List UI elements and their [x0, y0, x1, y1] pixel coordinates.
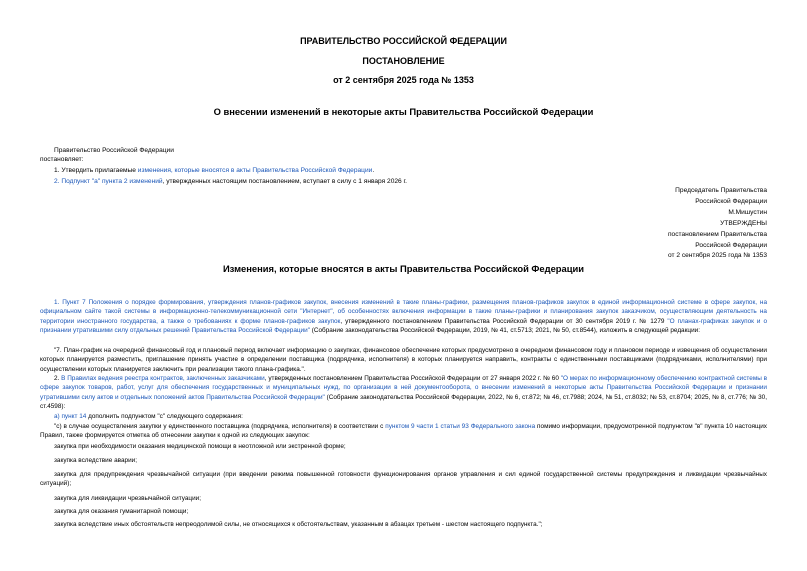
list-item: закупка для ликвидации чрезвычайной ситуации; — [54, 495, 202, 502]
paragraph-2: "7. План-график на очередной финансовый год и плановый период включает информацию о закупках, финансовое обеспечение которых предусмотрено в очередном финансовом году и плановом периоде и извещения об осуществлении которых планируется разместить, приглашение принять участие в определении поставщика (подрядчика, исполнителя) в которых планируется направить, контракты с единственными поставщиками (подрядчиками, исполнителями) при осуществлении которых планируется заключить при реализации такого плана-графика.". — [40, 347, 767, 373]
date-number: от 2 сентября 2025 года № 1353 — [333, 75, 474, 85]
resolution-link-1279[interactable]: "О планах-графиках закупок и о признании утратившими силу отдельных решений Правительства Российской Федерации" — [40, 317, 768, 334]
approved-line-4: от 2 сентября 2025 года № 1353 — [667, 252, 767, 259]
paragraph-1: 1. Пункт 7 Положения о порядке формирования, утверждения планов-графиков закупок, внесения изменений в такие планы-графики, размещения планов-графиков закупок в единой информационной системе в сфере закупок, на официальном сайте такой системы в информационно-телекоммуникационной сети "Интернет", об особенностях включения информации в такие планы-графики и планирования закупок заказчиком, осуществляющим деятельность на территории иностранного государства, а также о требованиях к форме планов-графиков закупок, утвержденного постановлением Правительства Российской Федерации от 30 сентября 2019 г. № 1279 "О планах-графиках закупок и о признании утратившими силу отдельных решений Правительства Российской Федерации" (Собрание законодательства Российской Федерации, 2019, № 41, ст.5713; 2021, № 50, ст.8544), изложить в следующей редакции: — [40, 299, 768, 334]
approved-line-3: Российской Федерации — [695, 242, 767, 249]
intro-line-2: постановляет: — [40, 156, 84, 163]
paragraph-3: 2. В Правилах ведения реестра контрактов, заключенных заказчиками, утвержденных постановлением Правительства Российской Федерации от 27 января 2022 г. № 60 "О мерах по информационному обеспечению контрактной системы в сфере закупок товаров, работ, услуг для обеспечения государственных и муниципальных нужд, по организации в ней документооборота, о внесении изменений в некоторые акты Правительства Российской Федерации и признании утратившими силу актов и отдельных положений актов Правительства Российской Федерации" (Собрание законодательства Российской Федерации, 2022, № 6, ст.872; № 46, ст.7988; 2024, № 51, ст.8032; № 53, ст.8704; 2025, № 8, ст.776; № 30, ст.4598): — [40, 375, 768, 410]
intro-item-2: 2. Подпункт "а" пункта 2 изменений, утвержденных настоящим постановлением, вступает в силу с 1 января 2026 г. — [54, 178, 407, 185]
doc-type-heading: ПОСТАНОВЛЕНИЕ — [362, 56, 445, 66]
list-item: закупка вследствие аварии; — [54, 457, 137, 464]
list-item: закупка для оказания гуманитарной помощи; — [54, 508, 189, 515]
point-14-link[interactable]: а) пункт 14 — [54, 413, 87, 420]
signature-name: М.Мишустин — [728, 209, 767, 216]
list-item: закупка при необходимости оказания медицинской помощи в неотложной или экстренной форме; — [54, 443, 346, 450]
list-item: закупка вследствие иных обстоятельств непреодолимой силы, не относящихся к обстоятельствам, указанным в абзацах третьем - шестом настоящего подпункта."; — [54, 521, 543, 528]
intro-item-1: 1. Утвердить прилагаемые изменения, которые вносятся в акты Правительства Российской Федерации. — [54, 167, 375, 174]
list-item: закупка для предупреждения чрезвычайной ситуации (при введении режима повышенной готовности функционирования органов управления и сил единой государственной системы предупреждения и ликвидации чрезвычайных ситуаций); — [40, 471, 767, 488]
signature-line-1: Председатель Правительства — [675, 187, 767, 194]
document-title: О внесении изменений в некоторые акты Правительства Российской Федерации — [213, 106, 594, 117]
government-heading: ПРАВИТЕЛЬСТВО РОССИЙСКОЙ ФЕДЕРАЦИИ — [300, 36, 507, 46]
paragraph-5: "с) в случае осуществления закупки у единственного поставщика (подрядчика, исполнителя) в соответствии с пунктом 9 части 1 статьи 93 Федерального закона помимо информации, предусмотренной подпунктом "в" пункта 10 настоящих Правил, также формируется отметка об отнесении закупки к одной из следующих закупок: — [40, 423, 767, 440]
changes-link[interactable]: изменения, которые вносятся в акты Правительства Российской Федерации — [137, 167, 373, 174]
approved-line-2: постановлением Правительства — [667, 231, 767, 238]
federal-law-link[interactable]: пунктом 9 части 1 статьи 93 Федерального закона — [385, 423, 536, 430]
subpoint-link[interactable]: 2. Подпункт "а" пункта 2 изменений — [54, 178, 163, 185]
regulation-link[interactable]: 1. Пункт 7 Положения о порядке формирования, утверждения планов-графиков закупок, внесения изменений в такие планы-графики, размещения планов-графиков закупок в единой информационной системе в сфере закупок, на официальном сайте такой системы в информационно-телекоммуникационной сети "Интернет", об особенностях включения информации в такие планы-графики и планирования закупок заказчиком, осуществляющим деятельность на территории иностранного государства, а также о требованиях к форме планов-графиков закупок — [40, 299, 767, 325]
changes-title: Изменения, которые вносятся в акты Правительства Российской Федерации — [222, 263, 585, 274]
paragraph-4: а) пункт 14 дополнить подпунктом "с" следующего содержания: — [54, 413, 243, 420]
intro-line-1: Правительство Российской Федерации — [54, 147, 174, 154]
approved-line-1: УТВЕРЖДЕНЫ — [720, 220, 767, 227]
resolution-link-60[interactable]: "О мерах по информационному обеспечению контрактной системы в сфере закупок товаров, работ, услуг для обеспечения государственных и муниципальных нужд, по организации в ней документооборота, о внесении изменений в некоторые акты Правительства Российской Федерации и признании утратившими силу актов и отдельных положений актов Правительства Российской Федерации" — [40, 375, 768, 401]
signature-line-2: Российской Федерации — [695, 198, 767, 205]
rules-link[interactable]: В Правилах ведения реестра контрактов, заключенных заказчиками — [61, 375, 265, 382]
